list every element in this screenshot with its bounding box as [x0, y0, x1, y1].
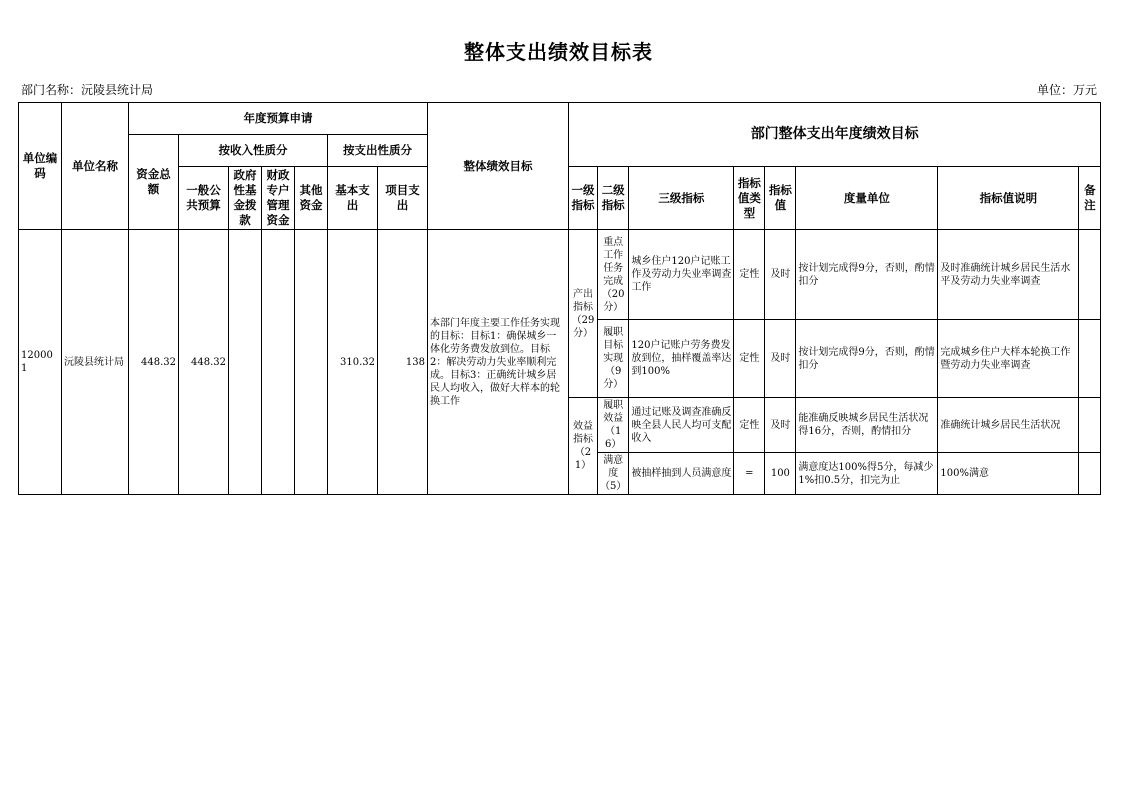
header-value-desc: 指标值说明	[938, 167, 1079, 230]
currency-unit: 单位：万元	[1037, 83, 1098, 97]
level3-cell: 120户记账户劳务费发放到位，抽样覆盖率达到100%	[629, 320, 734, 398]
header-basic-exp: 基本支出	[328, 167, 378, 230]
value-cell: 及时	[765, 320, 796, 398]
value-type-cell: 定性	[734, 230, 765, 320]
header-general-budget: 一般公共预算	[179, 167, 229, 230]
level1-cell: 产出指标（29分）	[569, 230, 598, 398]
header-measure: 度量单位	[796, 167, 938, 230]
level2-cell: 满意度（5）	[598, 453, 629, 495]
header-total: 资金总额	[129, 135, 179, 230]
level2-cell: 履职效益（16）	[598, 398, 629, 453]
desc-cell: 100%满意	[938, 453, 1079, 495]
project-exp-cell: 138	[378, 230, 428, 495]
overall-goal-cell: 本部门年度主要工作任务实现的目标：目标1：确保城乡一体化劳务费发放到位。目标2：解决劳动力失业率顺利完成。目标3：正确统计城乡居民人均收入，做好大样本的轮换工作	[428, 230, 569, 495]
remark-cell	[1079, 398, 1101, 453]
level3-cell: 通过记账及调查准确反映全县人民人均可支配收入	[629, 398, 734, 453]
basic-exp-cell: 310.32	[328, 230, 378, 495]
value-type-cell: 定性	[734, 320, 765, 398]
header-gov-fund: 政府性基金拨款	[229, 167, 262, 230]
gov-fund-cell	[229, 230, 262, 495]
header-other-fund: 其他资金	[295, 167, 328, 230]
header-by-expense: 按支出性质分	[328, 135, 428, 167]
value-type-cell: =	[734, 453, 765, 495]
header-unit-name: 单位名称	[62, 103, 129, 230]
level3-cell: 被抽样抽到人员满意度	[629, 453, 734, 495]
remark-cell	[1079, 453, 1101, 495]
level2-cell: 重点工作任务完成（20分）	[598, 230, 629, 320]
header-level3: 三级指标	[629, 167, 734, 230]
value-cell: 及时	[765, 230, 796, 320]
header-value: 指标值	[765, 167, 796, 230]
level3-cell: 城乡住户120户记账工作及劳动力失业率调查工作	[629, 230, 734, 320]
special-fund-cell	[262, 230, 295, 495]
header-project-exp: 项目支出	[378, 167, 428, 230]
department-name: 部门名称：沅陵县统计局	[21, 83, 154, 97]
header-annual-budget: 年度预算申请	[129, 103, 428, 135]
measure-cell: 满意度达100%得5分，每减少1%扣0.5分，扣完为止	[796, 453, 938, 495]
page-title: 整体支出绩效目标表	[464, 40, 653, 64]
desc-cell: 准确统计城乡居民生活状况	[938, 398, 1079, 453]
level2-cell: 履职目标实现（9分）	[598, 320, 629, 398]
table-row	[19, 230, 1101, 320]
measure-cell: 能准确反映城乡居民生活状况得16分，否则，酌情扣分	[796, 398, 938, 453]
header-level2: 二级指标	[598, 167, 629, 230]
general-budget-cell: 448.32	[179, 230, 229, 495]
header-unit-code: 单位编码	[19, 103, 62, 230]
value-cell: 100	[765, 453, 796, 495]
measure-cell: 按计划完成得9分，否则，酌情扣分	[796, 230, 938, 320]
total-cell: 448.32	[129, 230, 179, 495]
remark-cell	[1079, 320, 1101, 398]
measure-cell: 按计划完成得9分，否则，酌情扣分	[796, 320, 938, 398]
desc-cell: 及时准确统计城乡居民生活水平及劳动力失业率调查	[938, 230, 1079, 320]
header-special-fund: 财政专户管理资金	[262, 167, 295, 230]
header-dept-goal: 部门整体支出年度绩效目标	[569, 103, 1101, 167]
other-fund-cell	[295, 230, 328, 495]
desc-cell: 完成城乡住户大样本轮换工作暨劳动力失业率调查	[938, 320, 1079, 398]
performance-goal-table	[18, 102, 1101, 495]
level1-cell: 效益指标（21）	[569, 398, 598, 495]
header-value-type: 指标值类型	[734, 167, 765, 230]
header-by-income: 按收入性质分	[179, 135, 328, 167]
header-remark: 备注	[1079, 167, 1101, 230]
value-type-cell: 定性	[734, 398, 765, 453]
remark-cell	[1079, 230, 1101, 320]
unit-code-cell: 120001	[19, 230, 62, 495]
header-level1: 一级指标	[569, 167, 598, 230]
value-cell: 及时	[765, 398, 796, 453]
header-overall-goal: 整体绩效目标	[428, 103, 569, 230]
unit-name-cell: 沅陵县统计局	[62, 230, 129, 495]
